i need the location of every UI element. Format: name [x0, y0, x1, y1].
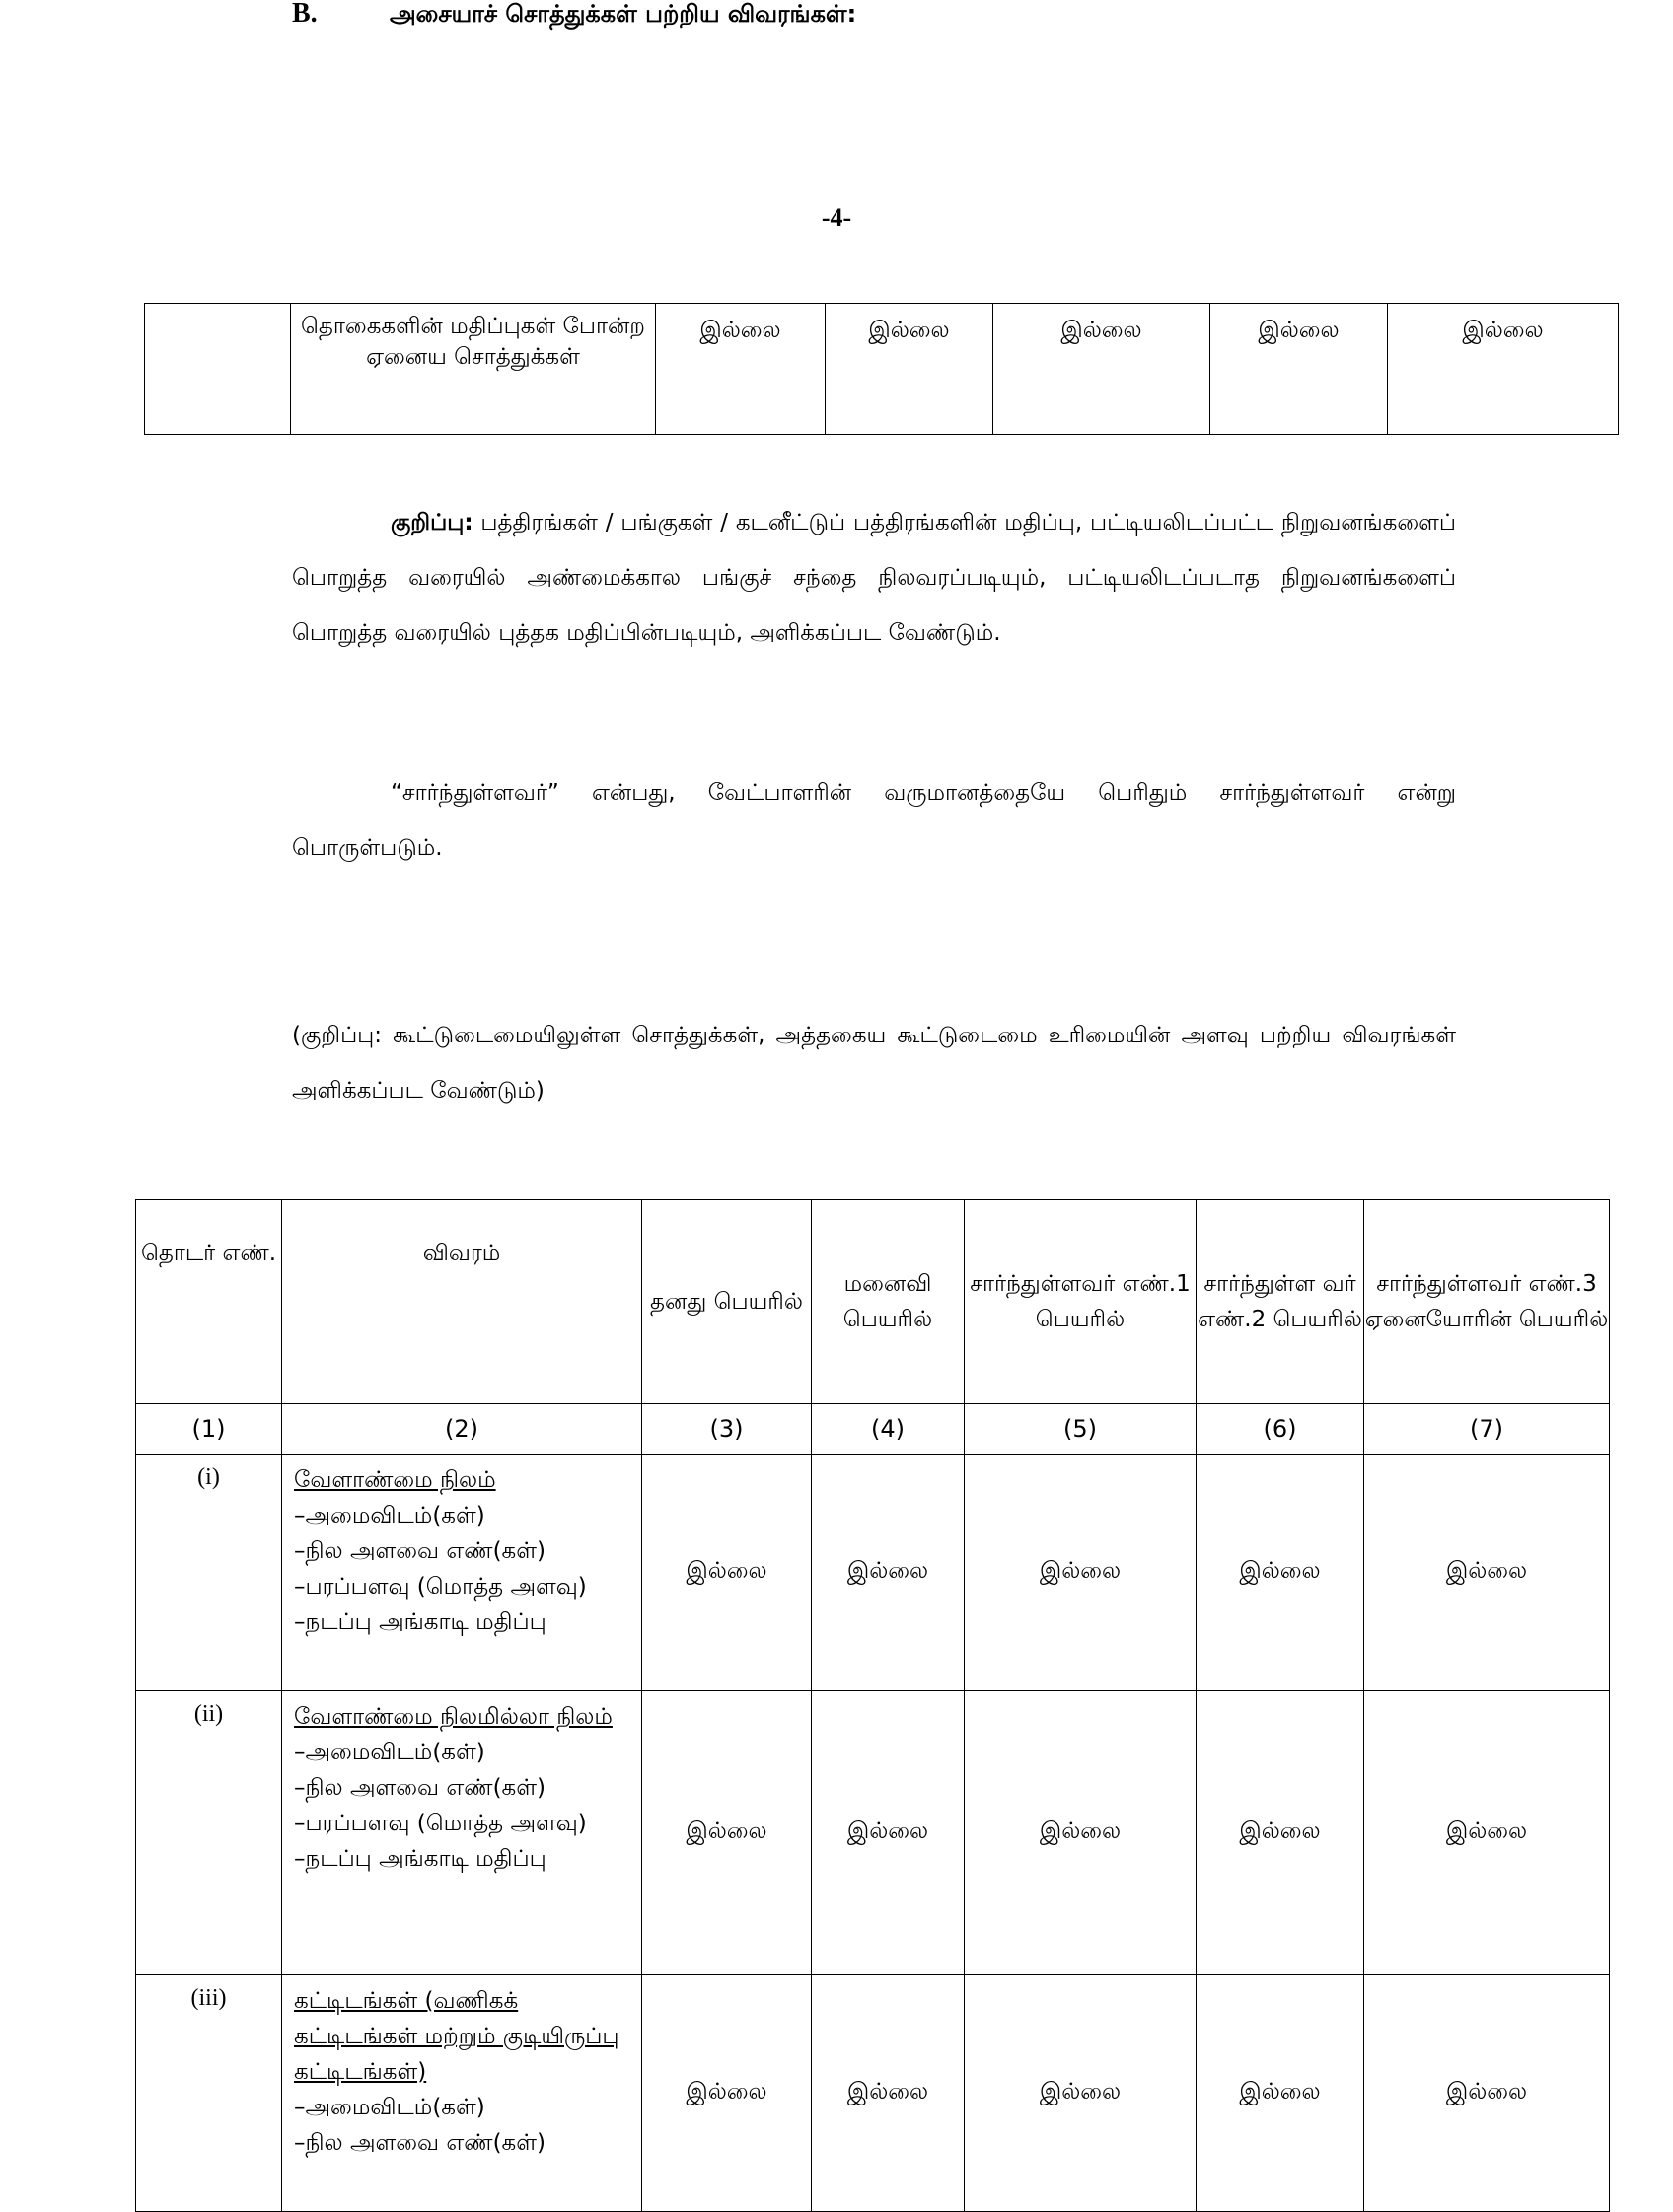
detail-cell: [282, 1455, 642, 1691]
column-number: (1): [136, 1404, 282, 1455]
table-row: [136, 1691, 1610, 1975]
serial-cell: (i): [136, 1455, 282, 1691]
column-number: (3): [642, 1404, 812, 1455]
note-text: பத்திரங்கள் / பங்குகள் / கடனீட்டுப் பத்திரங்களின் மதிப்பு, பட்டியலிடப்பட்ட நிறுவனங்களைப் பொறுத்த வரையில் அண்மைக்கால பங்குச் சந்தை நிலவரப்படியும், பட்டியலிடப்படாத நிறுவனங்களைப் பொறுத்த வரையில் புத்தக மதிப்பின்படியும், அளிக்கப்பட வேண்டும்.: [292, 510, 1457, 646]
dependent-definition: [292, 765, 1456, 876]
value-cell: இல்லை: [642, 1455, 812, 1691]
column-header: மனைவி பெயரில்: [812, 1200, 965, 1404]
continued-assets-table: [144, 303, 1619, 435]
column-header: விவரம்: [282, 1200, 642, 1404]
table-row: [136, 1455, 1610, 1691]
detail-cell: [282, 1691, 642, 1975]
note-label: குறிப்பு:: [391, 510, 473, 535]
column-number: (2): [282, 1404, 642, 1455]
value-cell: இல்லை: [1210, 304, 1388, 435]
column-header: தொடர் எண்.: [136, 1200, 282, 1404]
detail-item: –அமைவிடம்(கள்): [294, 1503, 485, 1529]
value-cell: இல்லை: [965, 1455, 1197, 1691]
immovable-assets-table: [135, 1199, 1610, 2212]
value-cell: இல்லை: [1364, 1691, 1610, 1975]
value-cell: இல்லை: [642, 1691, 812, 1975]
detail-item: –அமைவிடம்(கள்): [294, 1740, 485, 1765]
joint-ownership-note: (குறிப்பு: கூட்டுடைமையிலுள்ள சொத்துக்கள், அத்தகைய கூட்டுடைமை உரிமையின் அளவு பற்றிய விவரங்கள் அளிக்கப்பட வேண்டும்): [292, 1023, 1456, 1104]
serial-cell: [145, 304, 291, 435]
value-cell: இல்லை: [812, 1455, 965, 1691]
value-cell: இல்லை: [812, 1975, 965, 2212]
value-cell: இல்லை: [965, 1691, 1197, 1975]
value-cell: இல்லை: [642, 1975, 812, 2212]
value-cell: இல்லை: [1197, 1455, 1364, 1691]
column-number: (7): [1364, 1404, 1610, 1455]
dependent-definition-text: “சார்ந்துள்ளவர்” என்பது, வேட்பாளரின் வருமானத்தையே பெரிதும் சார்ந்துள்ளவர் என்று பொருள்படும்.: [292, 780, 1456, 861]
note-paragraph: [292, 495, 1456, 661]
value-cell: இல்லை: [965, 1975, 1197, 2212]
detail-item: –நில அளவை எண்(கள்): [294, 2130, 546, 2156]
value-cell: இல்லை: [1197, 1975, 1364, 2212]
value-cell: இல்லை: [812, 1691, 965, 1975]
page-number: -4-: [821, 203, 852, 232]
section-title: அசையாச் சொத்துக்கள் பற்றிய விவரங்கள்:: [390, 0, 857, 28]
column-header: சார்ந்துள்ளவர் எண்.3 ஏனையோரின் பெயரில்: [1364, 1200, 1610, 1404]
value-cell: இல்லை: [1388, 304, 1619, 435]
column-header: சார்ந்துள்ள வர் எண்.2 பெயரில்: [1197, 1200, 1364, 1404]
detail-item: –பரப்பளவு (மொத்த அளவு): [294, 1811, 587, 1836]
table-row: [145, 304, 1619, 435]
row-title: வேளாண்மை நிலம்: [294, 1467, 496, 1493]
section-letter: B.: [292, 0, 318, 29]
row-title: வேளாண்மை நிலமில்லா நிலம்: [294, 1704, 613, 1730]
detail-item: –நடப்பு அங்காடி மதிப்பு: [294, 1846, 546, 1872]
column-header: சார்ந்துள்ளவர் எண்.1 பெயரில்: [965, 1200, 1197, 1404]
column-number: (5): [965, 1404, 1197, 1455]
column-number: (4): [812, 1404, 965, 1455]
detail-item: –நில அளவை எண்(கள்): [294, 1775, 546, 1801]
detail-item: –பரப்பளவு (மொத்த அளவு): [294, 1574, 587, 1600]
value-cell: இல்லை: [1364, 1975, 1610, 2212]
serial-cell: (ii): [136, 1691, 282, 1975]
value-cell: இல்லை: [656, 304, 826, 435]
value-cell: இல்லை: [826, 304, 993, 435]
serial-cell: (iii): [136, 1975, 282, 2212]
table-row: [136, 1975, 1610, 2212]
row-title: கட்டிடங்கள் (வணிகக் கட்டிடங்கள் மற்றும் குடியிருப்பு கட்டிடங்கள்): [294, 1988, 619, 2085]
value-cell: இல்லை: [1197, 1691, 1364, 1975]
value-cell: இல்லை: [1364, 1455, 1610, 1691]
detail-item: –நடப்பு அங்காடி மதிப்பு: [294, 1609, 546, 1635]
column-number: (6): [1197, 1404, 1364, 1455]
column-header: தனது பெயரில்: [642, 1200, 812, 1404]
header-row: [136, 1200, 1610, 1404]
detail-item: –நில அளவை எண்(கள்): [294, 1538, 546, 1564]
detail-cell: [282, 1975, 642, 2212]
column-number-row: [136, 1404, 1610, 1455]
value-cell: இல்லை: [993, 304, 1210, 435]
detail-item: –அமைவிடம்(கள்): [294, 2095, 485, 2120]
description-cell: தொகைகளின் மதிப்புகள் போன்ற ஏனைய சொத்துக்கள்: [291, 304, 656, 435]
